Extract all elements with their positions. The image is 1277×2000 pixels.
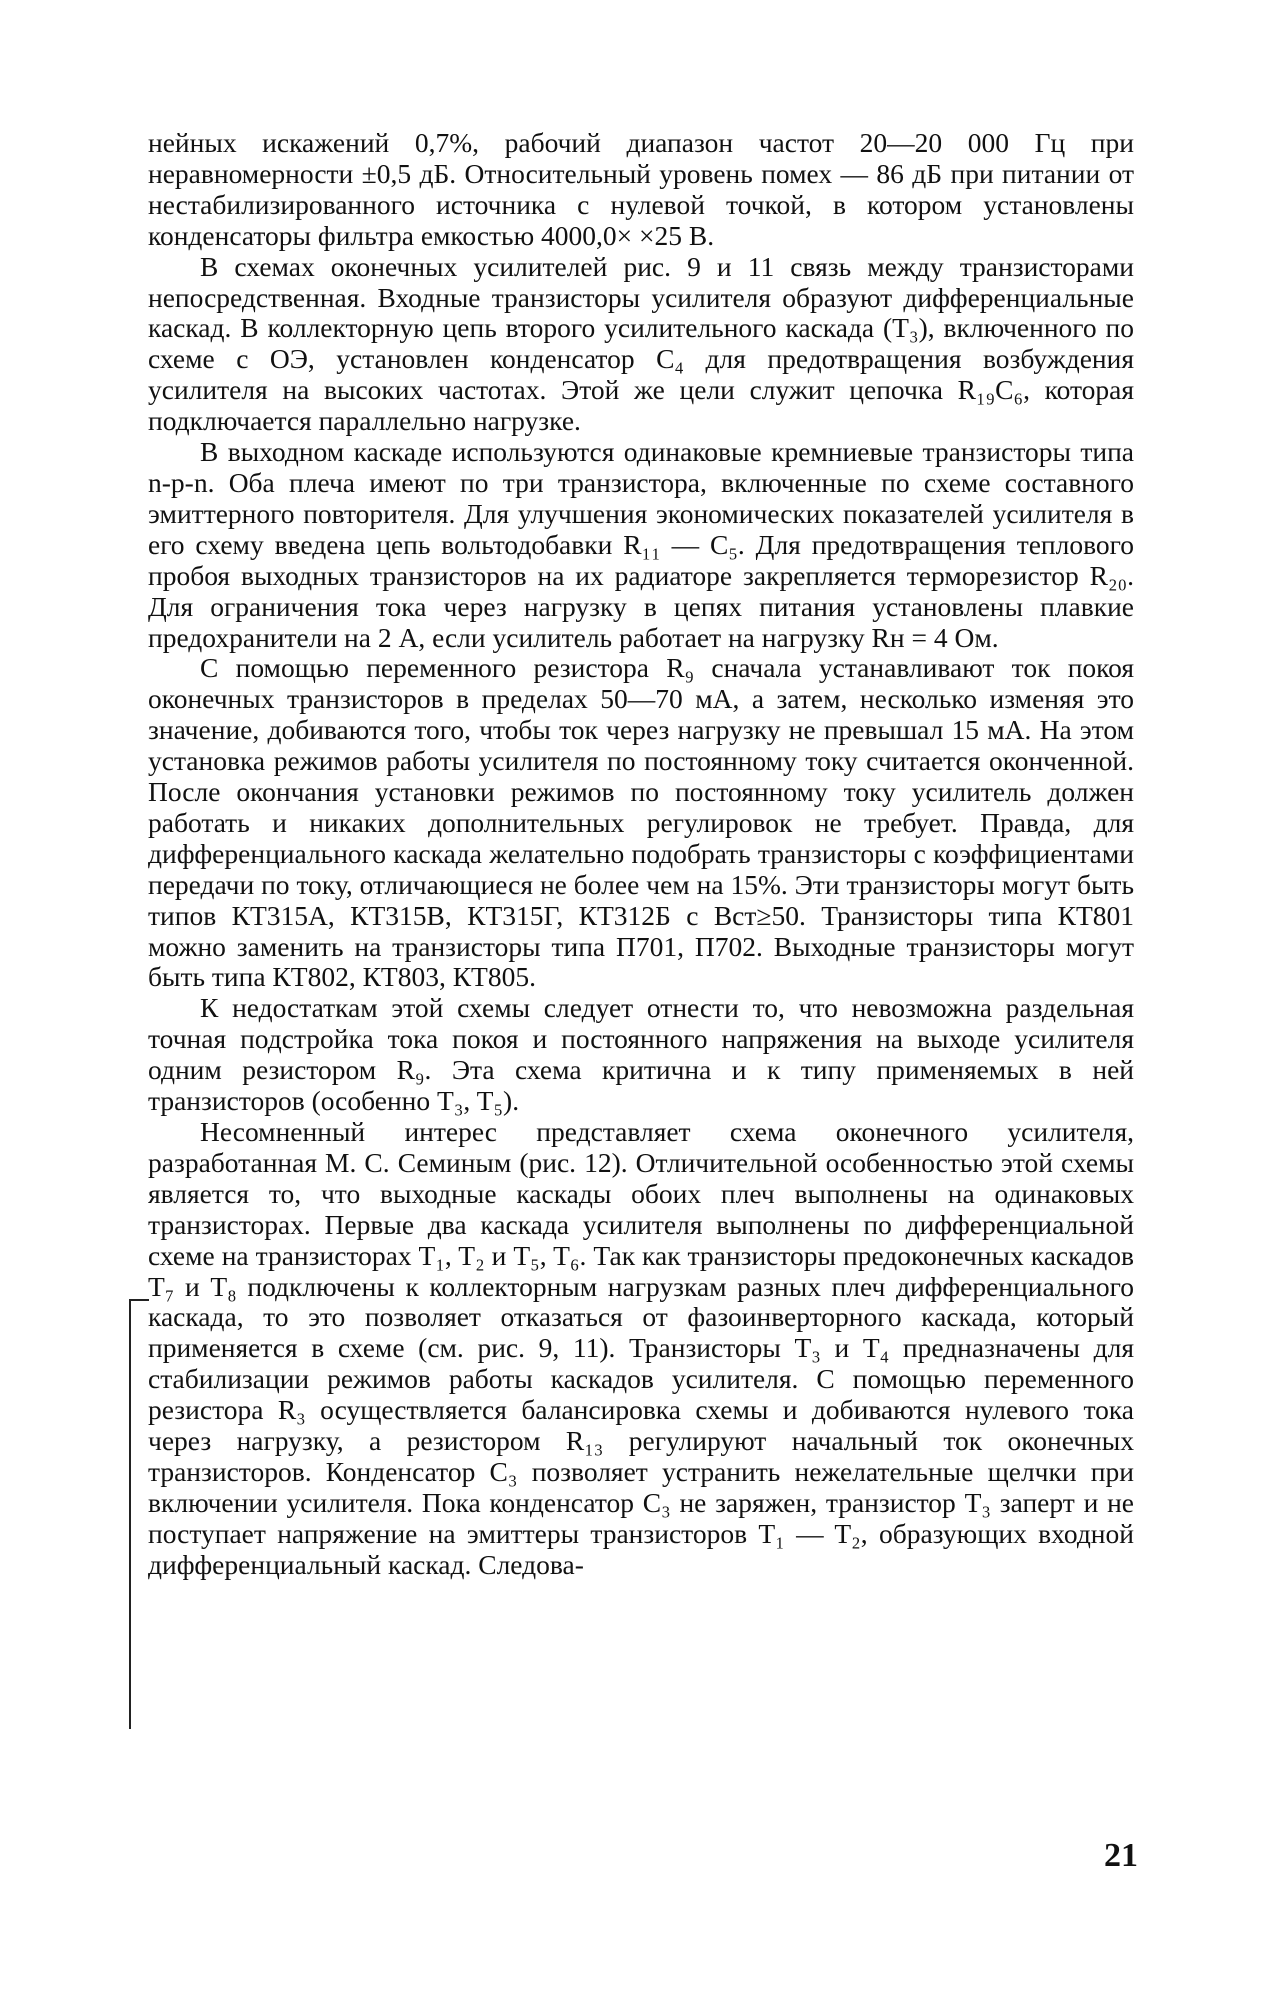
body-text (148, 128, 1134, 1581)
page-number: 21 (1104, 1837, 1138, 1874)
paragraph: Несомненный интерес представляет схема оконечного усилителя, разработанная М. С. Семиным (рис. 12). Отличительной особенностью этой схемы является то, что выходные каскады обоих плеч выполнены на одинаковых транзисторах. Первые два каскада усилителя выполнены по дифференциальной схеме на транзисторах T₁, T₂ и T₅, T₆. Так как транзисторы предоконечных каскадов T₇ и T₈ подключены к коллекторным нагрузкам разных плеч дифференциального каскада, то это позволяет отказаться от фазоинверторного каскада, который применяется в схеме (см. рис. 9, 11). Транзисторы T₃ и T₄ предназначены для стабилизации режимов работы каскадов усилителя. С помощью переменного резистора R₃ осуществляется балансировка схемы и добиваются нулевого тока через нагрузку, а резистором R₁₃ регулируют начальный ток оконечных транзисторов. Конденсатор C₃ позволяет устранить нежелательные щелчки при включении усилителя. Пока конденсатор C₃ не заряжен, транзистор T₃ заперт и не поступает напряжение на эмиттеры транзисторов T₁ — T₂, образующих входной дифференциальный каскад. Следова- (148, 1116, 1134, 1580)
paragraph: нейных искажений 0,7%, рабочий диапазон частот 20—20 000 Гц при неравномерности ±0,5 дБ. Относительный уровень помех — 86 дБ при питании от нестабилизированного источника с нулевой точкой, в котором установлены конденсаторы фильтра емкостью 4000,0× ×25 В. (148, 127, 1134, 251)
paragraph: С помощью переменного резистора R₉ сначала устанавливают ток покоя оконечных транзисторов в пределах 50—70 мА, а затем, несколько изменяя это значение, добиваются того, чтобы ток через нагрузку не превышал 15 мА. На этом установка режимов работы усилителя по постоянному току считается оконченной. После окончания установки режимов по постоянному току усилитель должен работать и никаких дополнительных регулировок не требует. Правда, для дифференциального каскада желательно подобрать транзисторы с коэффициентами передачи по току, отличающиеся не более чем на 15%. Эти транзисторы могут быть типов КТ315А, КТ315В, КТ315Г, КТ312Б с Bст≥50. Транзисторы типа КТ801 можно заменить на транзисторы типа П701, П702. Выходные транзисторы могут быть типа КТ802, КТ803, КТ805. (148, 652, 1134, 993)
paragraph: В выходном каскаде используются одинаковые кремниевые транзисторы типа n-p-n. Оба плеча имеют по три транзистора, включенные по схеме составного эмиттерного повторителя. Для улучшения экономических показателей усилителя в его схему введена цепь вольтодобавки R₁₁ — C₅. Для предотвращения теплового пробоя выходных транзисторов на их радиаторе закрепляется терморезистор R₂₀. Для ограничения тока через нагрузку в цепях питания установлены плавкие предохранители на 2 А, если усилитель работает на нагрузку Rн = 4 Ом. (148, 436, 1134, 653)
paragraph: К недостаткам этой схемы следует отнести то, что невозможна раздельная точная подстройка тока покоя и постоянного напряжения на выходе усилителя одним резистором R₉. Эта схема критична и к типу применяемых в ней транзисторов (особенно T₃, T₅). (148, 992, 1134, 1117)
paragraph: В схемах оконечных усилителей рис. 9 и 11 связь между транзисторами непосредственная. Входные транзисторы усилителя образуют дифференциальные каскад. В коллекторную цепь второго усилительного каскада (T₃), включенного по схеме с ОЭ, установлен конденсатор C₄ для предотвращения возбуждения усилителя на высоких частотах. Этой же цели служит цепочка R₁₉C₆, которая подключается параллельно нагрузке. (148, 250, 1134, 437)
margin-bracket-mark (129, 1299, 131, 1729)
